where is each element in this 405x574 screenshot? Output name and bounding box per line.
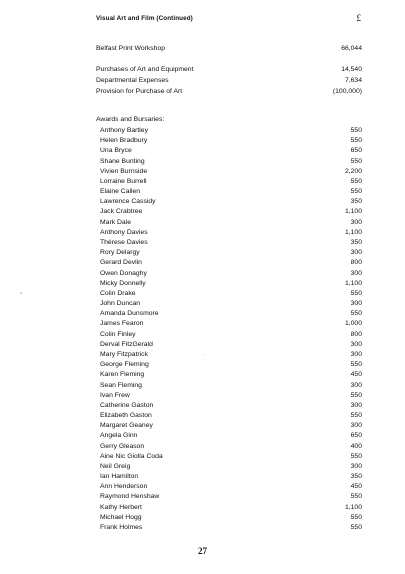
expense-row-label: Purchases of Art and Equipment xyxy=(96,66,194,73)
award-row xyxy=(96,462,362,472)
award-row-amount: 350 xyxy=(350,238,362,246)
award-row xyxy=(96,482,362,492)
award-row xyxy=(96,299,362,309)
award-row-amount: 300 xyxy=(350,350,362,358)
award-row-label: Lawrence Cassidy xyxy=(100,198,156,206)
award-row-amount: 550 xyxy=(350,391,362,399)
expense-row-label: Departmental Expenses xyxy=(96,77,169,84)
expense-row-amount: (100,000) xyxy=(332,88,362,95)
award-row-amount: 450 xyxy=(350,371,362,379)
award-row-label: Sean Fleming xyxy=(100,381,142,389)
award-row-label: George Fleming xyxy=(100,361,149,369)
expense-row-amount: 14,540 xyxy=(341,66,362,73)
award-row-label: Colin Drake xyxy=(100,289,136,297)
award-row-amount: 550 xyxy=(350,289,362,297)
award-row-amount: 300 xyxy=(350,218,362,226)
award-row-amount: 1,100 xyxy=(344,279,362,287)
award-row-label: Anthony Davies xyxy=(100,228,148,236)
expense-row xyxy=(96,76,362,86)
scan-speck xyxy=(20,292,22,294)
award-row-amount: 550 xyxy=(350,188,362,196)
award-row-label: Anthony Bartley xyxy=(100,127,148,134)
award-row-amount: 800 xyxy=(350,330,362,338)
award-row xyxy=(96,157,362,167)
award-row-amount: 300 xyxy=(350,300,362,308)
award-row-label: Raymond Henshaw xyxy=(100,493,160,501)
expense-row-label: Provision for Purchase of Art xyxy=(96,88,183,95)
award-row-amount: 550 xyxy=(350,412,362,420)
award-row xyxy=(96,269,362,279)
award-row-label: John Duncan xyxy=(100,300,141,308)
award-row xyxy=(96,431,362,441)
award-row-label: Rory Delargy xyxy=(100,249,140,257)
award-row-amount: 350 xyxy=(350,198,362,206)
award-row-amount: 550 xyxy=(350,127,362,134)
award-row-amount: 550 xyxy=(350,513,362,521)
award-row xyxy=(96,370,362,380)
award-row-label: Amanda Dunsmore xyxy=(100,310,159,318)
award-row xyxy=(96,472,362,482)
award-row xyxy=(96,167,362,177)
expense-row-amount: 7,634 xyxy=(344,77,362,84)
award-row-amount: 1,000 xyxy=(344,320,362,328)
award-row-label: Gerry Gleason xyxy=(100,442,145,450)
award-row-label: Ann Henderson xyxy=(100,483,148,491)
scan-speck xyxy=(203,354,204,355)
section-title: Visual Art and Film (Continued) xyxy=(96,15,193,22)
award-row-amount: 550 xyxy=(350,452,362,460)
award-row xyxy=(96,218,362,228)
award-row xyxy=(96,452,362,462)
award-row xyxy=(96,207,362,217)
award-row-label: Ivan Frew xyxy=(100,391,130,399)
award-row-label: Gerard Devlin xyxy=(100,259,142,267)
expense-row xyxy=(96,87,362,97)
award-row xyxy=(96,177,362,187)
award-row-label: Una Bryce xyxy=(100,147,132,155)
award-row-label: Margaret Geaney xyxy=(100,422,153,430)
award-row-label: Owen Donaghy xyxy=(100,269,147,277)
award-row-label: Colin Finley xyxy=(100,330,136,338)
award-row xyxy=(96,146,362,156)
award-row xyxy=(96,319,362,329)
award-row-amount: 300 xyxy=(350,401,362,409)
award-row-label: Angela Ginn xyxy=(100,432,138,440)
award-row xyxy=(96,279,362,289)
award-row-amount: 350 xyxy=(350,473,362,481)
award-row-amount: 1,100 xyxy=(344,503,362,511)
award-row-label: Mary Fitzpatrick xyxy=(100,350,148,358)
award-row xyxy=(96,360,362,370)
award-row xyxy=(96,421,362,431)
expense-row-amount: 66,044 xyxy=(341,45,362,52)
award-row xyxy=(96,513,362,523)
award-row-amount: 300 xyxy=(350,249,362,257)
award-row-label: Neil Greig xyxy=(100,462,131,470)
award-row-amount: 800 xyxy=(350,259,362,267)
awards-heading: Awards and Bursaries: xyxy=(96,116,165,123)
award-row xyxy=(96,411,362,421)
award-row xyxy=(96,289,362,299)
award-row-label: Thérese Davies xyxy=(100,238,148,246)
award-row xyxy=(96,228,362,238)
award-row-amount: 300 xyxy=(350,269,362,277)
award-row-amount: 300 xyxy=(350,340,362,348)
award-row xyxy=(96,197,362,207)
award-row-label: Kathy Herbert xyxy=(100,503,142,511)
award-row-amount: 450 xyxy=(350,483,362,491)
award-row-amount: 550 xyxy=(350,493,362,501)
award-row-label: Karen Fleming xyxy=(100,371,145,379)
award-row-amount: 650 xyxy=(350,432,362,440)
award-row xyxy=(96,248,362,258)
award-row-amount: 300 xyxy=(350,422,362,430)
expense-row-label: Belfast Print Workshop xyxy=(96,45,166,52)
award-row-label: Shane Bunting xyxy=(100,157,145,165)
award-row-label: Lorraine Burrell xyxy=(100,177,147,185)
award-row xyxy=(96,309,362,319)
award-row-amount: 1,100 xyxy=(344,228,362,236)
award-row xyxy=(96,238,362,248)
award-row xyxy=(96,258,362,268)
award-row-label: Mark Dale xyxy=(100,218,131,226)
award-row-amount: 550 xyxy=(350,361,362,369)
award-row xyxy=(96,187,362,197)
award-row xyxy=(96,442,362,452)
award-row-label: James Fearon xyxy=(100,320,144,328)
award-row-label: Aine Nic Giolla Coda xyxy=(100,452,163,460)
award-row xyxy=(96,126,362,136)
award-row-label: Ian Hamilton xyxy=(100,473,139,481)
award-row-amount: 2,200 xyxy=(344,167,362,175)
award-row-label: Micky Donnelly xyxy=(100,279,146,287)
award-row-label: Helen Bradbury xyxy=(100,137,148,145)
award-row-amount: 650 xyxy=(350,147,362,155)
award-row xyxy=(96,350,362,360)
award-row-label: Frank Holmes xyxy=(100,524,143,532)
page-number: 27 xyxy=(198,546,207,556)
award-row-amount: 400 xyxy=(350,442,362,450)
award-row-label: Jack Crabtree xyxy=(100,208,143,216)
award-row-label: Derval FitzGerald xyxy=(100,340,153,348)
award-row-label: Elaine Callen xyxy=(100,188,141,196)
award-row xyxy=(96,136,362,146)
award-row-amount: 300 xyxy=(350,462,362,470)
award-row-label: Elizabeth Gaston xyxy=(100,412,152,420)
currency-header: £ xyxy=(356,13,361,23)
award-row xyxy=(96,391,362,401)
award-row xyxy=(96,401,362,411)
award-row-amount: 550 xyxy=(350,157,362,165)
award-row xyxy=(96,381,362,391)
award-row-amount: 550 xyxy=(350,177,362,185)
award-row xyxy=(96,523,362,533)
award-row-amount: 550 xyxy=(350,310,362,318)
award-row-label: Catherine Gaston xyxy=(100,401,154,409)
award-row-amount: 550 xyxy=(350,524,362,532)
award-row xyxy=(96,492,362,502)
award-row xyxy=(96,503,362,513)
expense-row xyxy=(96,44,362,54)
award-row-amount: 300 xyxy=(350,381,362,389)
award-row-label: Michael Hogg xyxy=(100,513,142,521)
award-row-amount: 550 xyxy=(350,137,362,145)
award-row xyxy=(96,340,362,350)
award-row-label: Vivien Burnside xyxy=(100,167,148,175)
award-row xyxy=(96,330,362,340)
expense-row xyxy=(96,65,362,75)
award-row-amount: 1,100 xyxy=(344,208,362,216)
